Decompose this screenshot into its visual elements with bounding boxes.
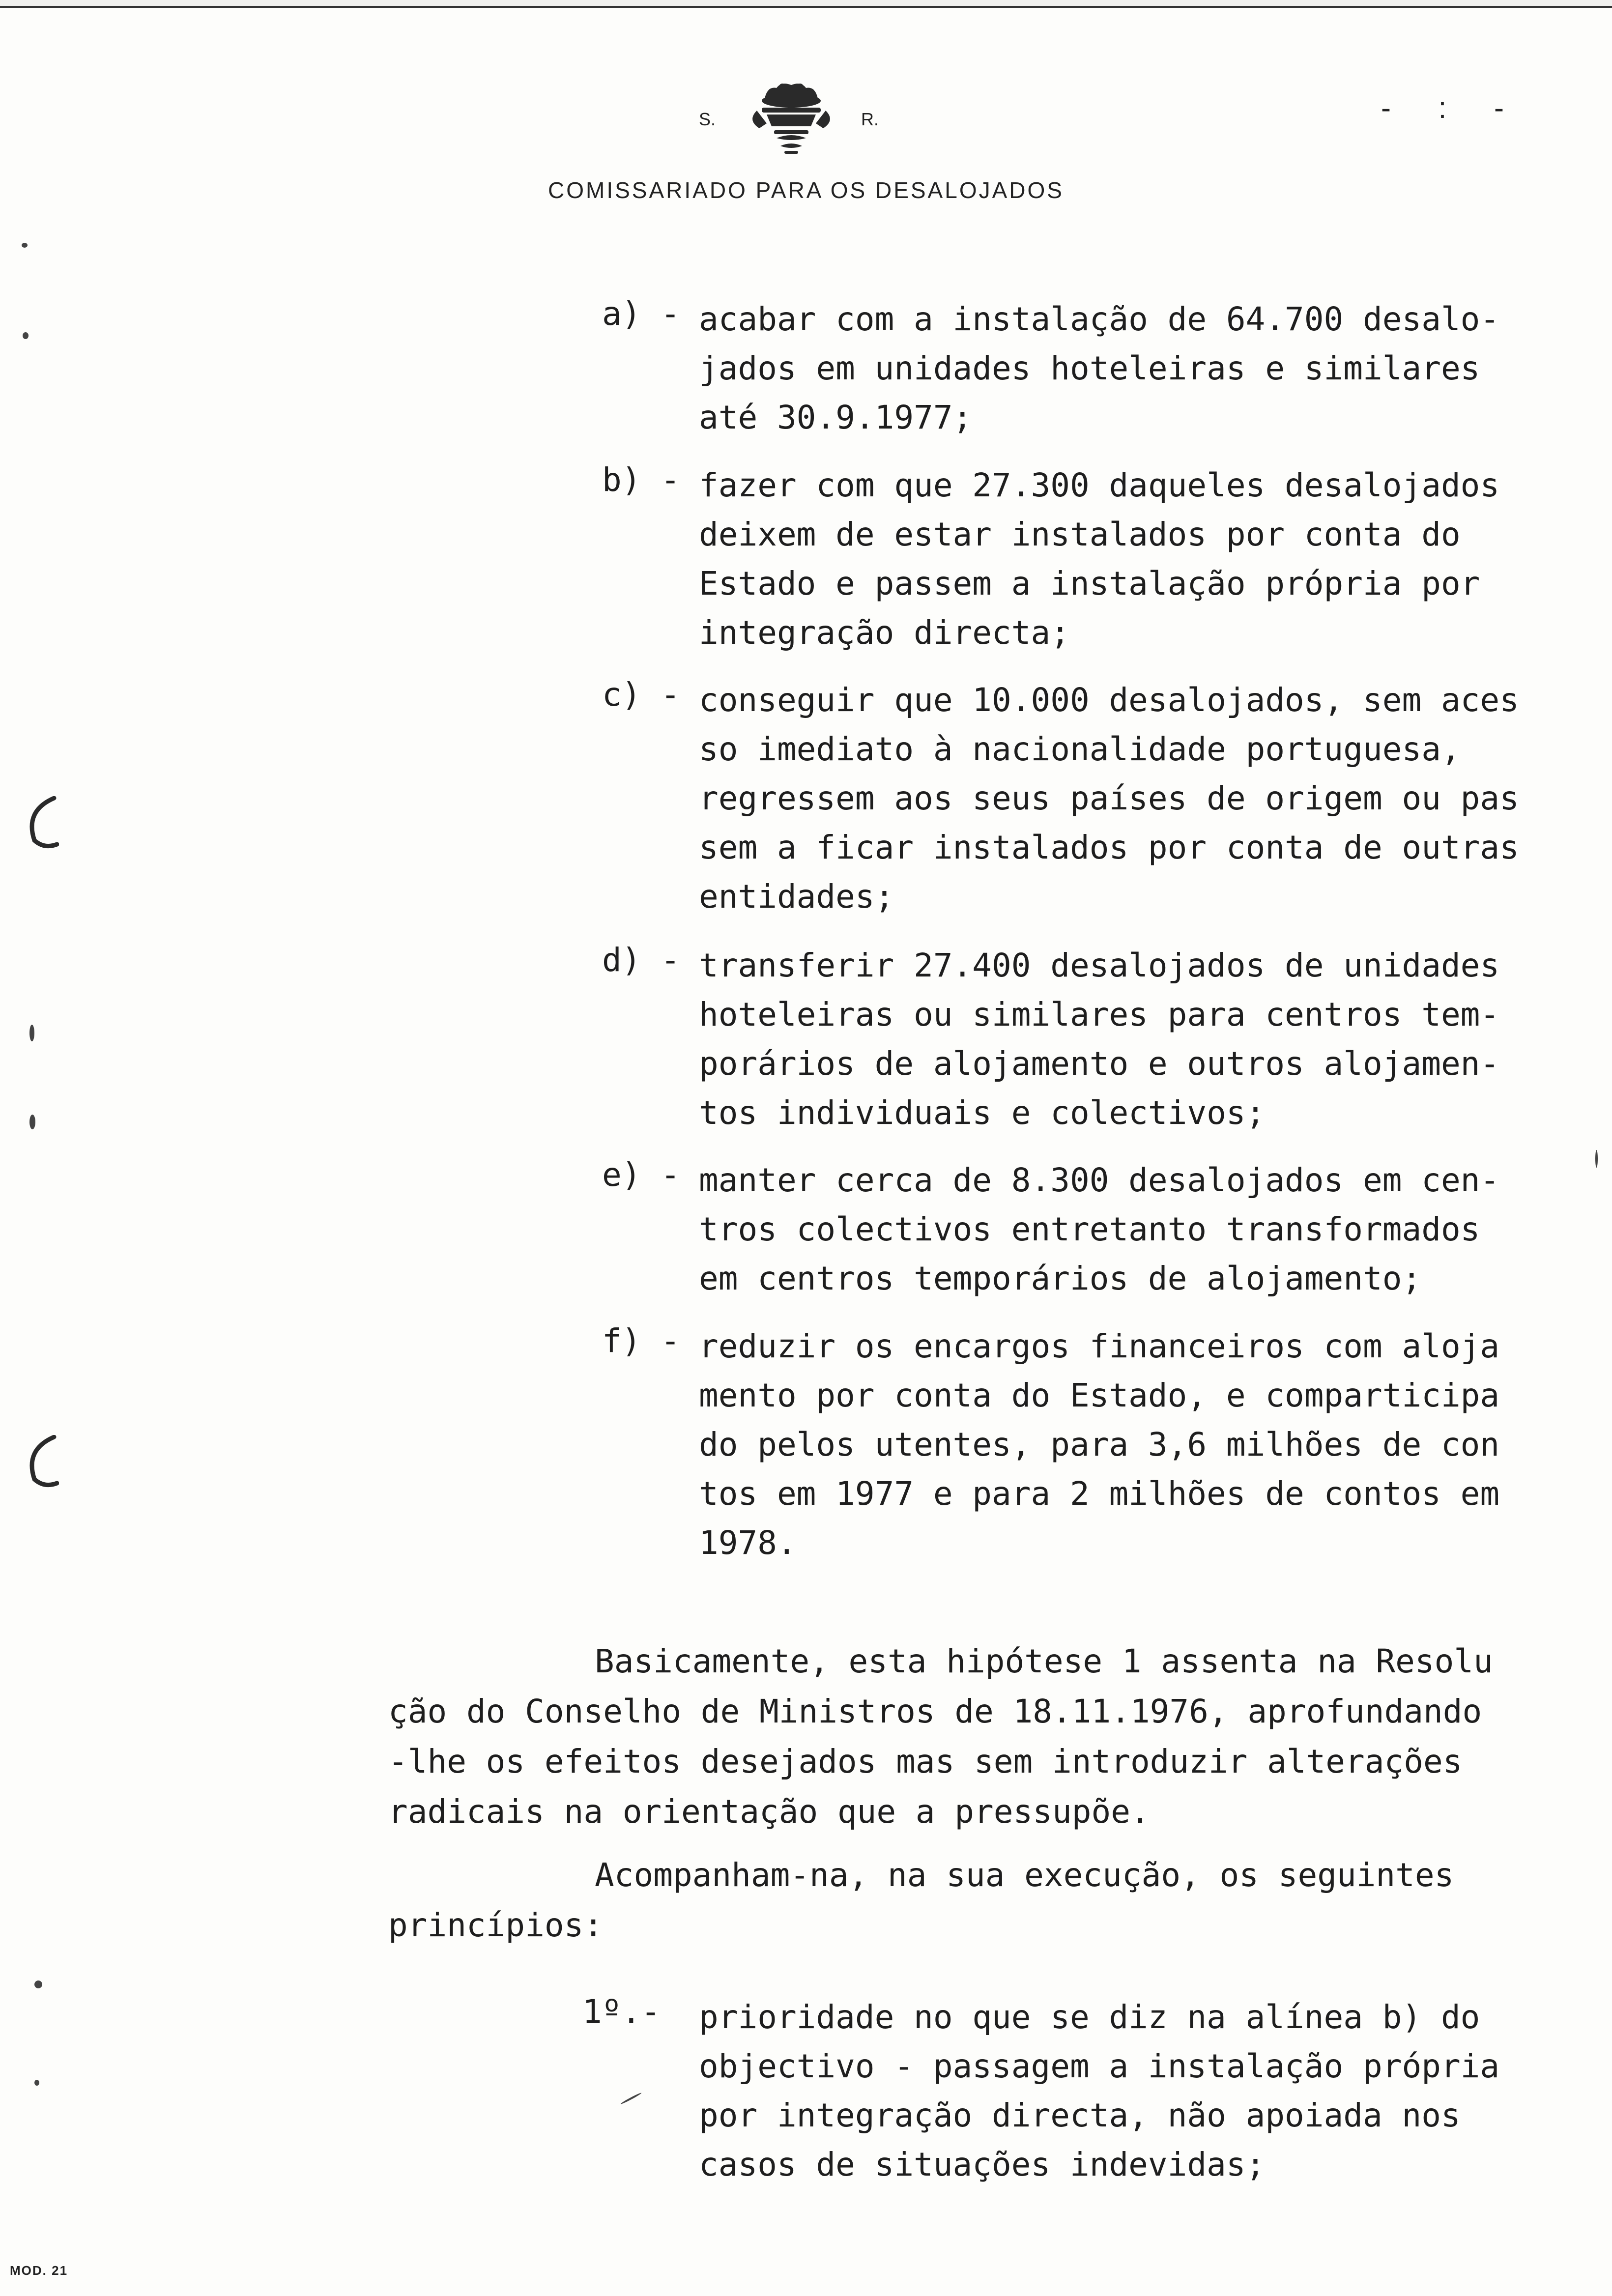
punch-hole-mark (20, 796, 59, 850)
scan-speck (22, 243, 28, 248)
coat-of-arms-emblem-icon (737, 81, 845, 160)
text-line: casos de situações indevidas; (699, 2146, 1266, 2183)
objective-text (699, 1322, 1569, 1568)
scan-speck (34, 2080, 39, 2086)
text-line: deixem de estar instalados por conta do (699, 516, 1461, 553)
text-line: princípios: (388, 1906, 604, 1944)
emblem-right-letter: R. (861, 109, 879, 129)
text-line: integração directa; (699, 614, 1070, 652)
text-line: sem a ficar instalados por conta de outras (699, 829, 1519, 866)
scan-speck (620, 2092, 642, 2105)
text-line: tros colectivos entretanto transformados (699, 1210, 1480, 1248)
objective-text (699, 461, 1569, 658)
paragraph-acompanham (388, 1850, 1454, 1951)
scan-speck (23, 332, 29, 339)
objective-label: a) - (602, 295, 680, 333)
text-line: reduzir os encargos financeiros com aloja (699, 1327, 1500, 1365)
emblem-left-letter: S. (699, 109, 716, 129)
form-code: MOD. 21 (10, 2263, 68, 2278)
scan-speck (1595, 1150, 1598, 1168)
text-line: regressem aos seus países de origem ou pas (699, 779, 1519, 817)
text-line: até 30.9.1977; (699, 399, 973, 436)
scan-edge (0, 0, 1612, 6)
institution-name: COMISSARIADO PARA OS DESALOJADOS (548, 177, 1064, 203)
principle-text (699, 1993, 1569, 2189)
objective-label: f) - (602, 1322, 680, 1360)
text-line: em centros temporários de alojamento; (699, 1260, 1422, 1297)
objective-label: c) - (602, 676, 680, 714)
text-line: mento por conta do Estado, e comparticipa (699, 1377, 1500, 1414)
objective-label: b) - (602, 461, 680, 499)
text-line: manter cerca de 8.300 desalojados em cen- (699, 1161, 1500, 1199)
text-line: por integração directa, não apoiada nos (699, 2096, 1461, 2134)
text-line: prioridade no que se diz na alínea b) do (699, 1998, 1480, 2036)
text-line: transferir 27.400 desalojados de unidades (699, 947, 1500, 984)
objective-text (699, 1156, 1569, 1303)
text-line: tos individuais e colectivos; (699, 1094, 1266, 1132)
text-line: conseguir que 10.000 desalojados, sem aces (699, 681, 1519, 719)
text-line: Acompanham-na, na sua execução, os seguintes (595, 1856, 1454, 1894)
text-line: jados em unidades hoteleiras e similares (699, 349, 1480, 387)
punch-hole-mark (20, 1435, 59, 1489)
text-line: acabar com a instalação de 64.700 desalo- (699, 300, 1500, 338)
scan-speck (29, 1115, 35, 1129)
text-line: Basicamente, esta hipótese 1 assenta na Resolu (595, 1642, 1493, 1680)
text-line: 1978. (699, 1524, 797, 1562)
scan-speck (34, 1980, 42, 1988)
text-line: Estado e passem a instalação própria por (699, 565, 1480, 603)
page-number-marker: - : - (1381, 91, 1524, 124)
text-line: radicais na orientação que a pressupõe. (388, 1793, 1150, 1831)
text-line: -lhe os efeitos desejados mas sem introduzir alterações (388, 1743, 1463, 1780)
text-line: tos em 1977 e para 2 milhões de contos em (699, 1475, 1500, 1513)
objective-text (699, 941, 1569, 1138)
paragraph-basicamente (388, 1636, 1493, 1837)
text-line: so imediato à nacionalidade portuguesa, (699, 730, 1461, 768)
objective-text (699, 295, 1569, 442)
text-line: hoteleiras ou similares para centros tem- (699, 996, 1500, 1033)
text-line: do pelos utentes, para 3,6 milhões de con (699, 1426, 1500, 1464)
objective-text (699, 676, 1569, 921)
principle-label: 1º.- (582, 1993, 661, 2031)
text-line: objectivo - passagem a instalação própria (699, 2047, 1500, 2085)
objective-label: e) - (602, 1156, 680, 1194)
objective-label: d) - (602, 941, 680, 979)
text-line: porários de alojamento e outros alojamen- (699, 1045, 1500, 1083)
scan-speck (29, 1025, 34, 1041)
text-line: entidades; (699, 878, 894, 916)
text-line: ção do Conselho de Ministros de 18.11.1976, aprofundando (388, 1693, 1482, 1730)
text-line: fazer com que 27.300 daqueles desalojados (699, 466, 1500, 504)
top-border-line (0, 6, 1612, 8)
